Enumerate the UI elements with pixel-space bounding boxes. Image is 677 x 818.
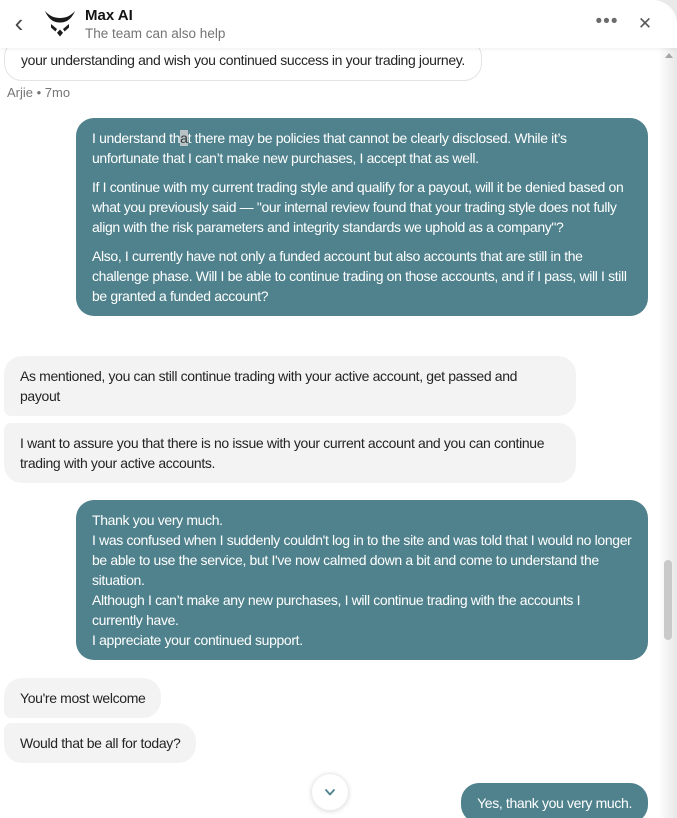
scroll-to-bottom-button[interactable] [311,773,349,811]
chevron-left-icon: ‹ [14,7,24,38]
agent-bubble: You're most welcome [4,678,161,718]
message-line: I was confused when I suddenly couldn't log in to the site and was told that I would no longer be able to use the service, but I've now calmed down a bit and come to understand the situation. [92,532,632,588]
agent-name: Max AI [85,6,133,24]
message-list [4,48,648,818]
paragraph: Also, I currently have not only a funded account but also accounts that are still in the challenge phase. Will I be able to continue trading on those accounts, and if I pass, will I still be granted a funded account? [92,248,627,304]
message-user-1 [4,118,648,316]
user-bubble [76,118,648,316]
agent-bubble: Would that be all for today? [4,723,196,763]
text-cursor-artifact: a [180,130,188,146]
agent-bubble: your understanding and wish you continued success in your trading journey. [4,39,482,81]
message-agent-4 [4,723,196,763]
message-agent-3 [4,678,161,718]
message-user-2 [4,500,648,660]
header-actions [593,10,677,38]
scrollbar-thumb[interactable] [664,560,672,640]
sender-meta: Arjie • 7mo [7,85,71,100]
overflow-menu-button[interactable] [593,10,621,38]
message-agent-2 [4,423,576,483]
chevron-down-icon [322,784,338,800]
message-line: Thank you very much. [92,512,223,528]
header-titles [85,7,225,42]
agent-subtitle: The team can also help [85,25,226,41]
message-line: Although I can’t make any new purchases, I will continue trading with the accounts I currently have. [92,592,581,628]
user-bubble: Yes, thank you very much. [461,783,648,818]
user-bubble [76,500,648,660]
ellipsis-icon: ••• [595,11,619,32]
chat-header [0,0,677,48]
paragraph: If I continue with my current trading style and qualify for a payout, will it be denied based on what you previously said — "our internal review found that your trading style does not fully align with the risk parameters and integrity standards we uphold as a company"? [92,179,624,235]
paragraph [92,128,632,168]
close-button[interactable] [631,10,659,38]
message-agent-1 [4,356,576,416]
close-icon: ✕ [637,14,653,33]
agent-bubble: I want to assure you that there is no issue with your current account and you can continue trading with your active accounts. [4,423,576,483]
scrollbar-track[interactable] [660,48,677,818]
agent-bubble: As mentioned, you can still continue trading with your active account, get passed and payout [4,356,576,416]
message-line: I appreciate your continued support. [92,632,303,648]
text-segment: t there may be policies that cannot be clearly disclosed. While it’s unfortunate that I can’t make new purchases, I accept that as well. [92,130,567,166]
text-segment: I understand th [92,130,181,146]
bull-head-logo-icon [44,9,76,39]
scrollbar-up-arrow-icon[interactable] [665,53,673,58]
back-button[interactable] [0,0,38,48]
